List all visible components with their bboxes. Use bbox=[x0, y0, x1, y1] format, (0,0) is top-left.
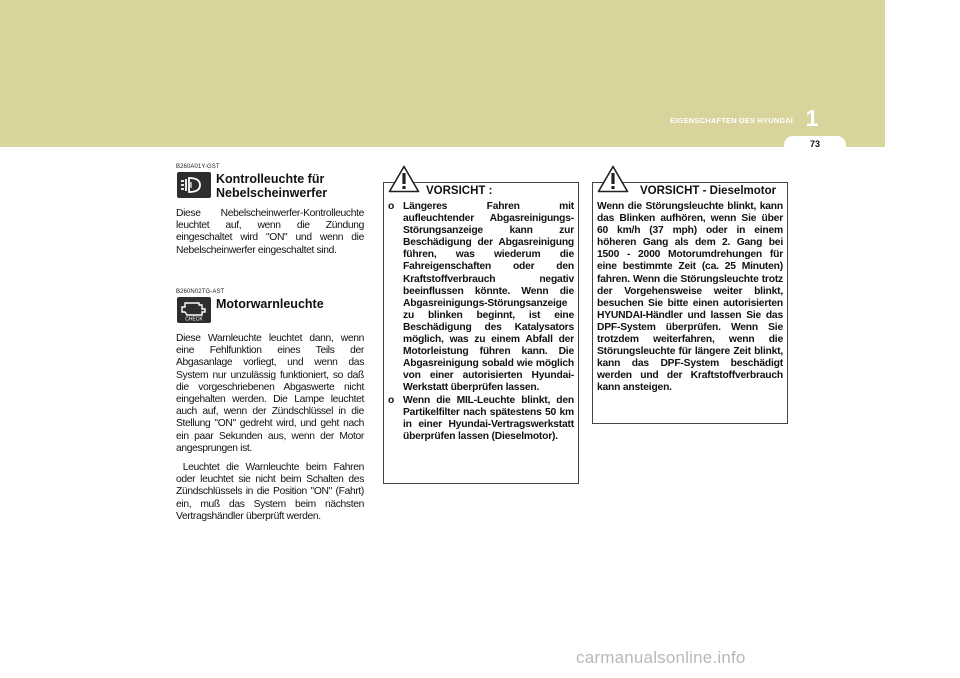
caution-body: Wenn die Störungsleuchte blinkt, kann das Blinken aufhören, wenn Sie über 60 km/h (37 mph) oder in einem höheren Gang als dem 2. Gang bei 1500 - 2000 Motorumdrehungen für eine bestimmte Zeit (ca. 25 Minuten) fahren. Wenn die Störungsleuchte trotz der Vorgehensweise weiter blinkt, besuchen Sie bitte einen autorisierten HYUNDAI-Händler und lassen Sie das DPF-System überprüfen. Wenn Sie trotzdem weiterfahren, wenn die Störungsleuchte für längere Zeit blinkt, kann das DPF-System beschädigt werden und der Kraftstoffverbrauch kann ansteigen. bbox=[597, 201, 783, 394]
bullet: o bbox=[388, 394, 395, 406]
section-code: B260A01Y-GST bbox=[176, 164, 220, 170]
warning-triangle-icon bbox=[597, 165, 629, 193]
section-code: B260N02TG-AST bbox=[176, 289, 225, 295]
section-title bbox=[216, 172, 327, 200]
fog-light-indicator-icon bbox=[177, 172, 211, 198]
section-title-line: Nebelscheinwerfer bbox=[216, 186, 328, 200]
caution-item-text: Wenn die MIL-Leuchte blinkt, den Partikelfilter nach spätestens 50 km in einer Hyundai-Vertragswerkstatt überprüfen lassen (Dieselmotor). bbox=[403, 394, 574, 442]
warning-triangle-icon bbox=[388, 165, 420, 193]
bullet: o bbox=[388, 201, 395, 212]
caution-item bbox=[388, 201, 574, 395]
watermark: carmanualsonline.info bbox=[576, 648, 746, 667]
caution-title: VORSICHT : bbox=[426, 185, 493, 197]
caution-body bbox=[388, 201, 574, 443]
caution-item-text: Längeres Fahren mit aufleuchtender Abgasreinigungs-Störungsanzeige kann zur Beschädigung der Abgasreinigung führen, was wiederum die Fahreigenschaften oder den Kraftstoffverbrauch negativ beeinflussen könnte. Wenn die Abgasreinigungs-Störungsanzeige zu blinken beginnt, ist eine Beschädigung des Katalysators möglich, was zu einem Abfall der Motorleistung führen kann. Die Abgasreinigung sobald wie möglich von einer autorisierten Hyundai-Werkstatt überprüfen lassen. bbox=[403, 201, 574, 394]
paragraph: Diese Warnleuchte leuchtet dann, wenn eine Fehlfunktion eines Teils der Abgasanlage vorliegt, und wenn das System nur unzulässig funktioniert, so daß die vorgeschriebenen Abgaswerte nicht eingehalten werden. Die Lampe leuchtet auch auf, wenn der Zündschlüssel in die Stellung "ON" gedreht wird, und geht nach ein paar Sekunden aus, wenn der Motor angesprungen ist. bbox=[176, 333, 364, 454]
chapter-title: EIGENSCHAFTEN DES HYUNDAI bbox=[670, 116, 793, 125]
check-engine-icon bbox=[177, 297, 211, 323]
caution-title: VORSICHT - Dieselmotor bbox=[640, 185, 777, 197]
paragraph: Leuchtet die Warnleuchte beim Fahren oder leuchtet sie nicht beim Schalten des Zündschlüssels in die Position "ON" (Fahrt) ein, muß das System beim nächsten Vertragshändler überprüft werden. bbox=[176, 462, 367, 522]
section-title-line: Kontrolleuchte für bbox=[216, 172, 325, 186]
paragraph: Diese Nebelscheinwerfer-Kontrolleuchte leuchtet auf, wenn die Zündung eingeschaltet wird "ON" und wenn die Nebelscheinwerfer eingeschaltet sind. bbox=[176, 208, 364, 256]
check-icon-label: CHECK bbox=[185, 316, 203, 321]
section-title: Motorwarnleuchte bbox=[216, 297, 324, 311]
chapter-number: 1 bbox=[805, 105, 819, 131]
caution-item bbox=[388, 395, 574, 443]
page-number: 73 bbox=[809, 139, 820, 149]
